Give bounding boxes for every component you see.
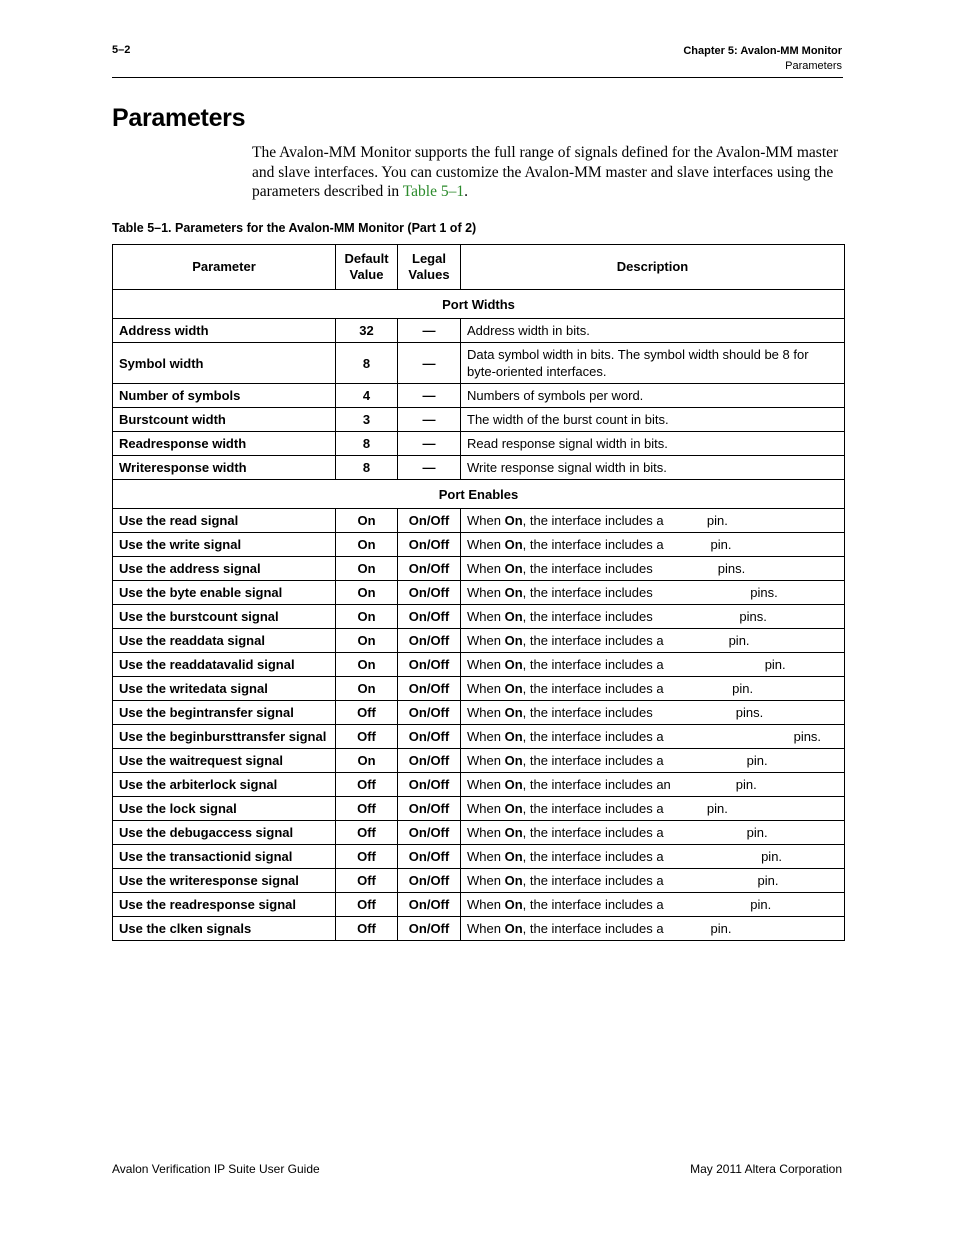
parameter-name: Use the waitrequest signal (113, 749, 336, 773)
table-row (113, 893, 845, 917)
description-keyword: On (504, 537, 523, 552)
legal-values: On/Off (398, 653, 461, 677)
description-text: , the interface includes pins. (522, 609, 767, 624)
description-text: When (467, 897, 505, 912)
description-keyword: On (504, 801, 523, 816)
intro-end: . (464, 183, 468, 201)
intro-text: The Avalon-MM Monitor supports the full range of signals defined for the Avalon-MM master and slave interfaces. You can customize the Avalon-MM master and slave interfaces using the parameters described in (252, 144, 839, 201)
default-value: On (336, 677, 398, 701)
description (461, 869, 845, 893)
description-keyword: On (504, 633, 523, 648)
legal-values: On/Off (398, 701, 461, 725)
default-value: On (336, 581, 398, 605)
description (461, 408, 845, 432)
parameter-name: Address width (113, 319, 336, 343)
description (461, 797, 845, 821)
description-text: When (467, 633, 505, 648)
parameter-name: Use the debugaccess signal (113, 821, 336, 845)
parameter-name: Symbol width (113, 343, 336, 384)
default-value: On (336, 557, 398, 581)
default-value: 3 (336, 408, 398, 432)
default-value: On (336, 605, 398, 629)
parameter-name: Use the burstcount signal (113, 605, 336, 629)
parameter-name: Use the write signal (113, 533, 336, 557)
description-text: , the interface includes a pin. (522, 753, 768, 768)
section-row (113, 480, 845, 509)
chapter-title: Chapter 5: Avalon-MM Monitor (683, 45, 842, 57)
table-row (113, 701, 845, 725)
description-text: When (467, 825, 505, 840)
description-text: , the interface includes a pin. (522, 633, 750, 648)
table-row (113, 869, 845, 893)
description-keyword: On (504, 705, 523, 720)
table-row (113, 319, 845, 343)
description-text: When (467, 537, 505, 552)
description-text: Write response signal width in bits. (467, 460, 667, 475)
legal-values: — (398, 343, 461, 384)
description-text: When (467, 777, 505, 792)
table-row (113, 725, 845, 749)
description-keyword: On (504, 849, 523, 864)
table-row (113, 456, 845, 480)
header-legal-values: Legal Values (398, 245, 461, 290)
legal-values: On/Off (398, 509, 461, 533)
description-text: When (467, 729, 505, 744)
default-value: 32 (336, 319, 398, 343)
legal-values: On/Off (398, 845, 461, 869)
default-value: 8 (336, 456, 398, 480)
parameter-name: Use the writedata signal (113, 677, 336, 701)
description-text: The width of the burst count in bits. (467, 412, 669, 427)
parameter-name: Use the readdata signal (113, 629, 336, 653)
default-value: Off (336, 845, 398, 869)
description-keyword: On (504, 513, 523, 528)
description-text: , the interface includes a pin. (522, 921, 732, 936)
description-keyword: On (504, 657, 523, 672)
description (461, 456, 845, 480)
default-value: On (336, 653, 398, 677)
default-value: On (336, 509, 398, 533)
section-title: Parameters (785, 60, 842, 72)
table-row (113, 677, 845, 701)
table-row (113, 629, 845, 653)
parameter-name: Use the begintransfer signal (113, 701, 336, 725)
table-row (113, 845, 845, 869)
header-default-value: Default Value (336, 245, 398, 290)
description (461, 629, 845, 653)
description (461, 432, 845, 456)
legal-values: On/Off (398, 917, 461, 941)
table-row (113, 343, 845, 384)
legal-values: — (398, 432, 461, 456)
default-value: Off (336, 893, 398, 917)
running-header (683, 44, 842, 74)
description-text: , the interface includes pins. (522, 705, 764, 720)
default-value: Off (336, 917, 398, 941)
description-text: , the interface includes pins. (522, 561, 746, 576)
description-text: When (467, 801, 505, 816)
table-row (113, 581, 845, 605)
table-row (113, 509, 845, 533)
page-number: 5–2 (112, 44, 131, 56)
description-text: , the interface includes a pin. (522, 897, 772, 912)
table-caption: Table 5–1. Parameters for the Avalon-MM Monitor (Part 1 of 2) (112, 221, 477, 235)
page-title: Parameters (112, 104, 246, 132)
table-row (113, 821, 845, 845)
legal-values: On/Off (398, 869, 461, 893)
description-text: When (467, 921, 505, 936)
description (461, 845, 845, 869)
description-keyword: On (504, 825, 523, 840)
description (461, 773, 845, 797)
parameter-name: Use the clken signals (113, 917, 336, 941)
default-value: Off (336, 725, 398, 749)
legal-values: On/Off (398, 533, 461, 557)
default-value: On (336, 749, 398, 773)
table-row (113, 797, 845, 821)
legal-values: On/Off (398, 893, 461, 917)
default-value: 8 (336, 432, 398, 456)
description-keyword: On (504, 753, 523, 768)
default-value: Off (336, 869, 398, 893)
description (461, 821, 845, 845)
description-text: When (467, 849, 505, 864)
parameter-name: Use the transactionid signal (113, 845, 336, 869)
legal-values: On/Off (398, 677, 461, 701)
table-row (113, 408, 845, 432)
description (461, 581, 845, 605)
legal-values: On/Off (398, 821, 461, 845)
header-rule (112, 77, 843, 78)
parameter-name: Use the byte enable signal (113, 581, 336, 605)
description-text: , the interface includes an pin. (522, 777, 757, 792)
description-text: , the interface includes pins. (522, 585, 778, 600)
footer-guide-title: Avalon Verification IP Suite User Guide (112, 1162, 320, 1176)
parameter-name: Use the readresponse signal (113, 893, 336, 917)
parameter-name: Use the beginbursttransfer signal (113, 725, 336, 749)
default-value: Off (336, 701, 398, 725)
table-row (113, 773, 845, 797)
description-text: When (467, 657, 505, 672)
parameter-name: Number of symbols (113, 384, 336, 408)
description (461, 677, 845, 701)
description (461, 509, 845, 533)
description-text: When (467, 753, 505, 768)
description-text: , the interface includes a pin. (522, 849, 783, 864)
description (461, 533, 845, 557)
description-text: Numbers of symbols per word. (467, 388, 644, 403)
table-header-row (113, 245, 845, 290)
description-keyword: On (504, 921, 523, 936)
description (461, 701, 845, 725)
parameter-name: Writeresponse width (113, 456, 336, 480)
default-value: On (336, 629, 398, 653)
default-value: On (336, 533, 398, 557)
table-xref-link[interactable]: Table 5–1 (402, 183, 465, 201)
legal-values: — (398, 319, 461, 343)
parameter-name: Use the arbiterlock signal (113, 773, 336, 797)
description-text: , the interface includes a pin. (522, 657, 786, 672)
table-row (113, 653, 845, 677)
legal-values: On/Off (398, 749, 461, 773)
default-value: 4 (336, 384, 398, 408)
description-text: When (467, 609, 505, 624)
description-keyword: On (504, 729, 523, 744)
description (461, 557, 845, 581)
description-keyword: On (504, 873, 523, 888)
description (461, 917, 845, 941)
default-value: Off (336, 821, 398, 845)
description-text: , the interface includes a pin. (522, 801, 728, 816)
parameter-name: Burstcount width (113, 408, 336, 432)
legal-values: — (398, 456, 461, 480)
description (461, 749, 845, 773)
parameter-name: Use the lock signal (113, 797, 336, 821)
description (461, 653, 845, 677)
footer-date-company: May 2011 Altera Corporation (690, 1162, 842, 1176)
legal-values: On/Off (398, 797, 461, 821)
description-keyword: On (504, 897, 523, 912)
table-row (113, 749, 845, 773)
description-text: When (467, 681, 505, 696)
parameter-name: Use the read signal (113, 509, 336, 533)
description (461, 893, 845, 917)
description-keyword: On (504, 681, 523, 696)
description (461, 384, 845, 408)
description-text: , the interface includes a pin. (522, 825, 768, 840)
table-row (113, 533, 845, 557)
table-body (113, 290, 845, 941)
section-title: Port Widths (113, 290, 845, 319)
description-text: When (467, 513, 505, 528)
default-value: Off (336, 773, 398, 797)
parameter-name: Readresponse width (113, 432, 336, 456)
table-row (113, 917, 845, 941)
header-description: Description (461, 245, 845, 290)
parameter-name: Use the address signal (113, 557, 336, 581)
table-row (113, 432, 845, 456)
default-value: 8 (336, 343, 398, 384)
description-text: , the interface includes a pin. (522, 537, 732, 552)
legal-values: On/Off (398, 725, 461, 749)
legal-values: On/Off (398, 557, 461, 581)
legal-values: — (398, 408, 461, 432)
parameter-name: Use the writeresponse signal (113, 869, 336, 893)
description-text: Address width in bits. (467, 323, 590, 338)
description-text: , the interface includes a pin. (522, 873, 779, 888)
legal-values: — (398, 384, 461, 408)
description-keyword: On (504, 585, 523, 600)
description-text: When (467, 561, 505, 576)
description-text: Read response signal width in bits. (467, 436, 668, 451)
description-keyword: On (504, 777, 523, 792)
legal-values: On/Off (398, 605, 461, 629)
legal-values: On/Off (398, 581, 461, 605)
intro-paragraph (252, 143, 847, 202)
table-row (113, 384, 845, 408)
description (461, 725, 845, 749)
description-text: , the interface includes a pin. (522, 513, 728, 528)
section-title: Port Enables (113, 480, 845, 509)
description (461, 605, 845, 629)
description-text: When (467, 585, 505, 600)
description-text: , the interface includes a pin. (522, 681, 754, 696)
description (461, 343, 845, 384)
legal-values: On/Off (398, 773, 461, 797)
header-parameter: Parameter (113, 245, 336, 290)
table-row (113, 557, 845, 581)
parameters-table (112, 244, 845, 941)
description-text: Data symbol width in bits. The symbol width should be 8 for byte-oriented interfaces. (467, 347, 809, 379)
description-keyword: On (504, 609, 523, 624)
description (461, 319, 845, 343)
table-row (113, 605, 845, 629)
description-text: When (467, 873, 505, 888)
parameter-name: Use the readdatavalid signal (113, 653, 336, 677)
default-value: Off (336, 797, 398, 821)
description-text: , the interface includes a pins. (522, 729, 822, 744)
legal-values: On/Off (398, 629, 461, 653)
description-keyword: On (504, 561, 523, 576)
description-text: When (467, 705, 505, 720)
section-row (113, 290, 845, 319)
